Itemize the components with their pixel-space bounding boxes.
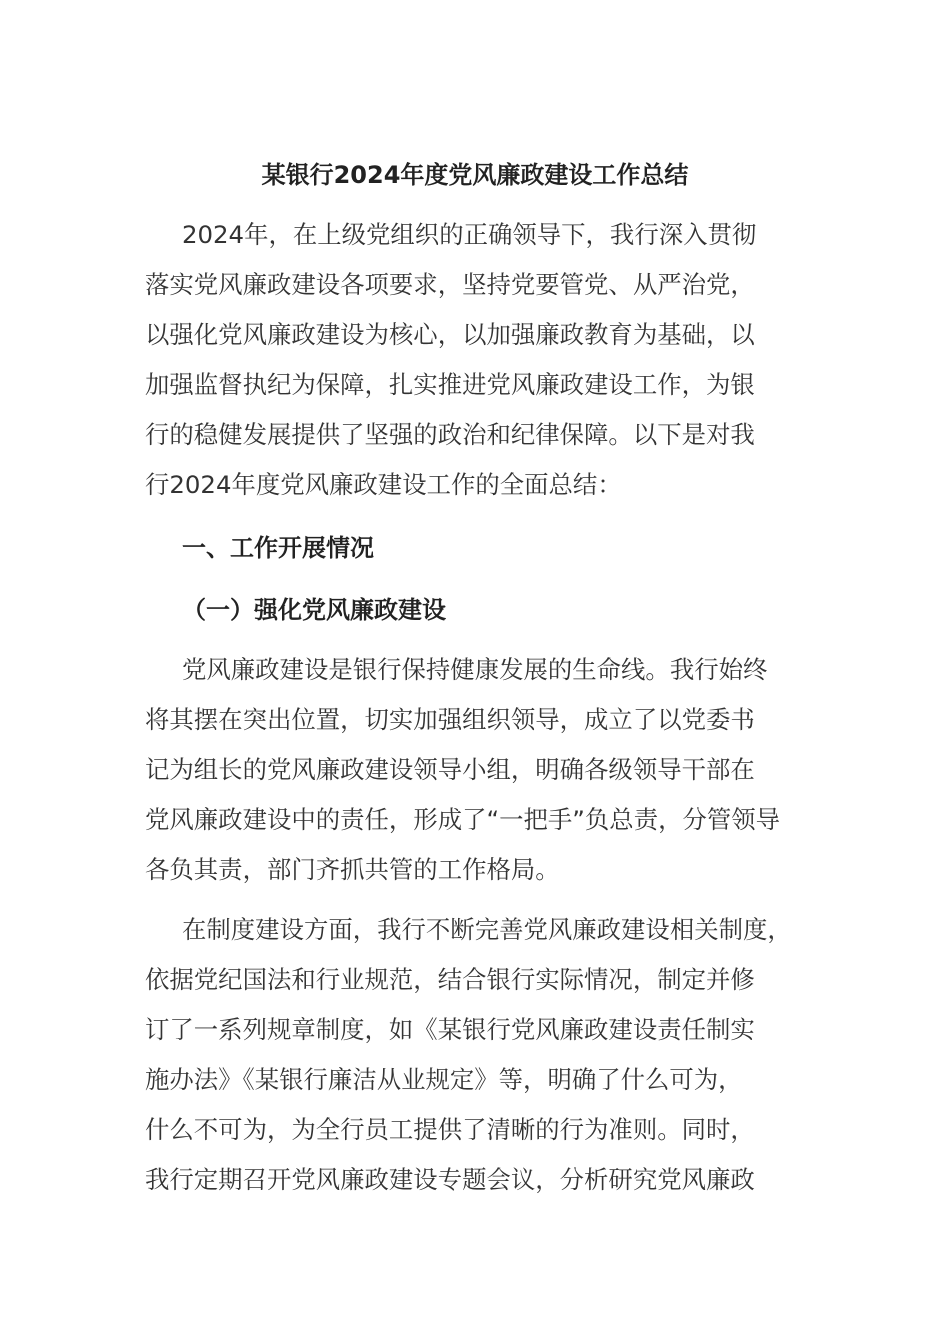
document-title: 某银行2024年度党风廉政建设工作总结 (261, 161, 689, 189)
paragraph-line: 订了一系列规章制度，如《某银行党风廉政建设责任制实 (145, 1015, 755, 1044)
intro-line: 2024年，在上级党组织的正确领导下，我行深入贯彻 (182, 220, 757, 249)
paragraph-line: 依据党纪国法和行业规范，结合银行实际情况，制定并修 (145, 965, 755, 994)
paragraph-2 (145, 905, 833, 1205)
subsection-heading: （一）强化党风廉政建设 (182, 596, 446, 624)
paragraph-1 (145, 645, 833, 895)
intro-line: 行的稳健发展提供了坚强的政治和纪律保障。以下是对我 (145, 420, 755, 449)
paragraph-line: 什么不可为，为全行员工提供了清晰的行为准则。同时， (145, 1115, 755, 1144)
paragraph-line: 记为组长的党风廉政建设领导小组，明确各级领导干部在 (145, 755, 755, 784)
intro-line: 行2024年度党风廉政建设工作的全面总结： (145, 470, 622, 499)
paragraph-line: 我行定期召开党风廉政建设专题会议，分析研究党风廉政 (145, 1165, 755, 1194)
intro-line: 以强化党风廉政建设为核心，以加强廉政教育为基础，以 (145, 320, 755, 349)
intro-line: 加强监督执纪为保障，扎实推进党风廉政建设工作，为银 (145, 370, 755, 399)
section-heading: 一、工作开展情况 (182, 534, 374, 562)
paragraph-line: 各负其责，部门齐抓共管的工作格局。 (145, 855, 560, 884)
paragraph-line: 在制度建设方面，我行不断完善党风廉政建设相关制度， (182, 915, 792, 944)
intro-paragraph (145, 210, 833, 510)
paragraph-line: 将其摆在突出位置，切实加强组织领导，成立了以党委书 (145, 705, 755, 734)
intro-line: 落实党风廉政建设各项要求，坚持党要管党、从严治党， (145, 270, 755, 299)
paragraph-line: 党风廉政建设中的责任，形成了“一把手”负总责，分管领导 (145, 805, 781, 834)
paragraph-line: 施办法》《某银行廉洁从业规定》等，明确了什么可为， (145, 1065, 743, 1094)
paragraph-line: 党风廉政建设是银行保持健康发展的生命线。我行始终 (182, 655, 768, 684)
